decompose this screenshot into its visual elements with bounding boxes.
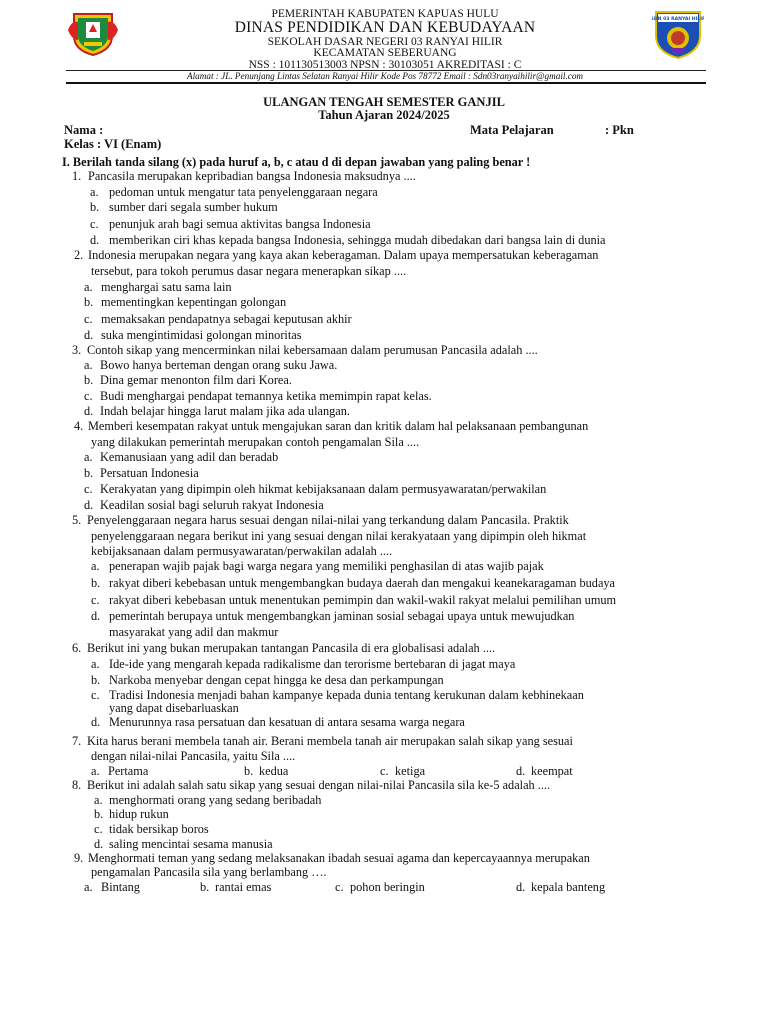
subject-value: : Pkn <box>605 123 634 137</box>
school-badge-text: SDN 03 RANYAI HILIR <box>652 17 704 22</box>
option-letter: b. <box>84 466 94 480</box>
option-text-continued: yang dapat disebarluaskan <box>109 701 239 715</box>
option-letter: d. <box>90 233 100 247</box>
option-letter: c. <box>84 389 93 403</box>
option-letter: b. <box>244 764 254 778</box>
question-number: 1. <box>72 169 82 183</box>
option-text: Indah belajar hingga larut malam jika ada ulangan. <box>100 404 350 418</box>
instruction-text: I. Berilah tanda silang (x) pada huruf a, b, c atau d di depan jawaban yang paling benar ! <box>62 155 531 169</box>
question-number: 2. <box>74 248 84 262</box>
option-text: Pertama <box>108 764 149 778</box>
option-letter: d. <box>516 764 526 778</box>
question-text: Indonesia merupakan negara yang kaya akan keberagaman. Dalam upaya mempersatukan keberagaman <box>88 248 599 262</box>
option-text: Ide-ide yang mengarah kepada radikalisme dan terorisme bertebaran di jagat maya <box>109 657 516 671</box>
option-text: menghargai satu sama lain <box>101 280 232 294</box>
option-text: Narkoba menyebar dengan cepat hingga ke desa dan perkampungan <box>109 673 444 687</box>
question-text: Memberi kesempatan rakyat untuk mengajukan saran dan kritik dalam hal pelaksanaan pembangunan <box>88 419 589 433</box>
option-letter: b. <box>200 880 210 894</box>
question-text: yang dilakukan pemerintah merupakan contoh pengamalan Sila .... <box>91 435 420 449</box>
regency-emblem-icon <box>66 10 120 56</box>
subject-label: Mata Pelajaran <box>470 123 554 137</box>
option-text: penunjuk arah bagi semua aktivitas bangsa Indonesia <box>109 217 371 231</box>
option-letter: c. <box>91 593 100 607</box>
option-text: ketiga <box>395 764 426 778</box>
option-text: mementingkan kepentingan golongan <box>101 295 287 309</box>
option-text: kedua <box>259 764 289 778</box>
question-text: Kita harus berani membela tanah air. Berani membela tanah air merupakan salah sikap yang sesuai <box>87 734 573 748</box>
question-text: Menghormati teman yang sedang melaksanakan ibadah sesuai agama dan kepercayaannya merupakan <box>88 851 590 865</box>
header-government: PEMERINTAH KABUPATEN KAPUAS HULU <box>271 8 499 20</box>
option-text: hidup rukun <box>109 807 169 821</box>
option-letter: c. <box>84 482 93 496</box>
option-letter: a. <box>84 880 93 894</box>
option-letter: d. <box>91 609 101 623</box>
option-text: Menurunnya rasa persatuan dan kesatuan di antara sesama warga negara <box>109 715 465 729</box>
option-letter: a. <box>84 280 93 294</box>
name-field-label: Nama : <box>64 123 104 137</box>
option-letter: c. <box>84 312 93 326</box>
option-text: Bowo hanya berteman dengan orang suku Jawa. <box>100 358 338 372</box>
option-text: rakyat diberi kebebasan untuk mengembangkan budaya daerah dan mengakui keanekaragaman budaya <box>109 576 616 590</box>
option-text: Bintang <box>101 880 140 894</box>
academic-year: Tahun Ajaran 2024/2025 <box>318 108 450 122</box>
school-badge-icon <box>652 8 704 60</box>
option-text: memaksakan pendapatnya sebagai keputusan akhir <box>101 312 352 326</box>
question-number: 9. <box>74 851 84 865</box>
option-letter: b. <box>84 373 94 387</box>
option-text: Keadilan sosial bagi seluruh rakyat Indonesia <box>100 498 324 512</box>
option-letter: d. <box>84 328 94 342</box>
question-text: Pancasila merupakan kepribadian bangsa Indonesia maksudnya .... <box>88 169 416 183</box>
question-text: Berikut ini adalah salah satu sikap yang sesuai dengan nilai-nilai Pancasila sila ke-5 adalah .... <box>87 778 551 792</box>
option-letter: a. <box>91 657 100 671</box>
header-address: Alamat : JL. Penunjang Lintas Selatan Ranyai Hilir Kode Pos 78772 Email : Sdn03ranyaihilir@gmail.com <box>186 71 584 81</box>
option-letter: c. <box>90 217 99 231</box>
header-district: KECAMATAN SEBERUANG <box>313 47 457 59</box>
question-text: kebijaksanaan dalam permusyawaratan/perwakilan adalah .... <box>91 544 393 558</box>
option-letter: a. <box>94 793 103 807</box>
option-text: penerapan wajib pajak bagi warga negara yang memiliki penghasilan di atas wajib pajak <box>109 559 544 573</box>
class-field: Kelas : VI (Enam) <box>64 137 162 151</box>
header-department: DINAS PENDIDIKAN DAN KEBUDAYAAN <box>234 19 536 36</box>
option-text: rakyat diberi kebebasan untuk menentukan pemimpin dan wakil-wakil rakyat melalui pemilihan umum <box>109 593 617 607</box>
option-letter: d. <box>94 837 104 851</box>
option-text: Persatuan Indonesia <box>100 466 199 480</box>
option-text: menghormati orang yang sedang beribadah <box>109 793 322 807</box>
option-text: pemerintah berupaya untuk mengembangkan jaminan sosial sebagai upaya untuk mewujudkan <box>109 609 575 623</box>
option-letter: a. <box>84 450 93 464</box>
question-number: 4. <box>74 419 84 433</box>
question-text: penyelenggaraan negara berikut ini yang sesuai dengan nilai kerakyataan yang dipimpin oleh hikmat <box>91 529 587 543</box>
option-letter: a. <box>84 358 93 372</box>
question-number: 5. <box>72 513 82 527</box>
option-text: Dina gemar menonton film dari Korea. <box>100 373 292 387</box>
question-number: 7. <box>72 734 82 748</box>
option-text: Budi menghargai pendapat temannya ketika memimpin rapat kelas. <box>100 389 432 403</box>
option-text: Kerakyatan yang dipimpin oleh hikmat kebijaksanaan dalam permusyawaratan/perwakilan <box>100 482 547 496</box>
option-letter: a. <box>91 559 100 573</box>
question-number: 6. <box>72 641 82 655</box>
question-number: 3. <box>72 343 82 357</box>
header-school: SEKOLAH DASAR NEGERI 03 RANYAI HILIR <box>267 36 503 48</box>
option-letter: d. <box>84 404 94 418</box>
option-letter: b. <box>91 673 101 687</box>
question-text: tersebut, para tokoh perumus dasar negara menerapkan sikap .... <box>91 264 407 278</box>
option-text: keempat <box>531 764 573 778</box>
exam-title: ULANGAN TENGAH SEMESTER GANJIL <box>263 95 505 109</box>
option-letter: c. <box>335 880 344 894</box>
option-text: saling mencintai sesama manusia <box>109 837 273 851</box>
option-letter: c. <box>94 822 103 836</box>
option-letter: b. <box>91 576 101 590</box>
option-text: sumber dari segala sumber hukum <box>109 200 278 214</box>
option-letter: b. <box>94 807 104 821</box>
option-letter: a. <box>91 764 100 778</box>
option-text: rantai emas <box>215 880 272 894</box>
option-letter: d. <box>84 498 94 512</box>
option-text: pedoman untuk mengatur tata penyelenggaraan negara <box>109 185 378 199</box>
option-text: Kemanusiaan yang adil dan beradab <box>100 450 279 464</box>
header-identifiers: NSS : 101130513003 NPSN : 30103051 AKREDITASI : C <box>248 59 522 71</box>
option-text-continued: masyarakat yang adil dan makmur <box>109 625 279 639</box>
option-letter: c. <box>380 764 389 778</box>
question-text: Berikut ini yang bukan merupakan tantangan Pancasila di era globalisasi adalah .... <box>87 641 496 655</box>
option-letter: d. <box>91 715 101 729</box>
option-text: pohon beringin <box>350 880 425 894</box>
question-text: Penyelenggaraan negara harus sesuai dengan nilai-nilai yang terkandung dalam Pancasila. Praktik <box>87 513 569 527</box>
question-number: 8. <box>72 778 82 792</box>
option-letter: b. <box>84 295 94 309</box>
header-rule-thick <box>66 82 706 84</box>
option-letter: b. <box>90 200 100 214</box>
option-text: Tradisi Indonesia menjadi bahan kampanye kepada dunia tentang kerukunan dalam kebhinekaan <box>109 688 584 702</box>
option-text: kepala banteng <box>531 880 606 894</box>
option-letter: d. <box>516 880 526 894</box>
question-text: pengamalan Pancasila sila yang berlambang …. <box>91 865 327 879</box>
question-text: dengan nilai-nilai Pancasila, yaitu Sila .... <box>91 749 296 763</box>
option-letter: a. <box>90 185 99 199</box>
option-text: tidak bersikap boros <box>109 822 209 836</box>
option-text: memberikan ciri khas kepada bangsa Indonesia, sehingga mudah dibedakan dari bangsa lain di dunia <box>109 233 606 247</box>
question-text: Contoh sikap yang mencerminkan nilai kebersamaan dalam perumusan Pancasila adalah .... <box>87 343 538 357</box>
option-text: suka mengintimidasi golongan minoritas <box>101 328 302 342</box>
option-letter: c. <box>91 688 100 702</box>
